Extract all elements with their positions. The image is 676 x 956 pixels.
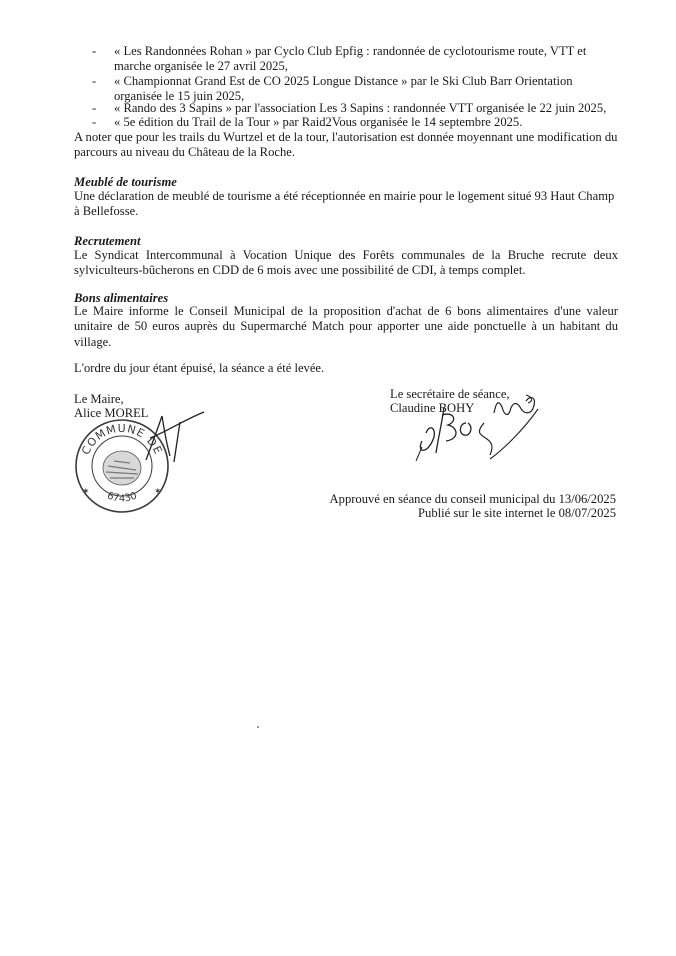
scan-speck — [257, 726, 259, 728]
event-item-championnat: « Championnat Grand Est de CO 2025 Longue Distance » par le Ski Club Barr Orientation organisée le 15 juin 2025, — [114, 74, 573, 104]
event-item-trail-tour: « 5e édition du Trail de la Tour » par Raid2Vous organisée le 14 septembre 2025. — [114, 115, 523, 129]
bullet-marker: - — [92, 101, 97, 115]
heading-meuble-tourisme: Meublé de tourisme — [74, 175, 177, 189]
event-item-3-sapins: « Rando des 3 Sapins » par l'association Les 3 Sapins : randonnée VTT organisée le 22 juin 2025, — [114, 101, 607, 115]
stamp-top-text: COMMUNE DE — [79, 421, 165, 457]
closing-statement: L'ordre du jour étant épuisé, la séance a été levée. — [74, 361, 325, 375]
heading-bons-alimentaires: Bons alimentaires — [74, 291, 169, 305]
mayor-name: Alice MOREL — [74, 406, 149, 420]
secretary-name: Claudine BOHY — [390, 401, 475, 415]
secretary-signature — [408, 393, 548, 463]
svg-text:67430 — [105, 491, 138, 505]
heading-recrutement: Recrutement — [74, 234, 141, 248]
approval-line: Approuvé en séance du conseil municipal du 13/06/2025 — [329, 492, 616, 506]
bullet-marker: - — [92, 44, 97, 58]
stamp-bottom-text: 67430 — [105, 490, 139, 505]
event-item-rohan: « Les Randonnées Rohan » par Cyclo Club Epfig : randonnée de cyclotourisme route, VTT et marche organisée le 27 avril 2025, — [114, 44, 587, 74]
trail-note: A noter que pour les trails du Wurtzel et de la tour, l'autorisation est donnée moyennant une modification du parcours au niveau du Château de la Roche. — [74, 130, 618, 160]
secretary-role: Le secrétaire de séance, — [390, 387, 510, 401]
text-bons-alimentaires: Le Maire informe le Conseil Municipal de la proposition d'achat de 6 bons alimentaires d'une valeur unitaire de 50 euros auprès du Supermarché Match pour apporter une aide ponctuelle à un habitant du village. — [74, 304, 618, 349]
mayor-signature — [140, 408, 210, 468]
bullet-marker: - — [92, 115, 97, 129]
stamp-star-icon: ✶ — [82, 487, 90, 497]
text-recrutement: Le Syndicat Intercommunal à Vocation Unique des Forêts communales de la Bruche recrute deux sylviculteurs-bûcherons en CDD de 6 mois avec une possibilité de CDI, à temps complet. — [74, 248, 618, 278]
publication-line: Publié sur le site internet le 08/07/2025 — [418, 506, 616, 520]
bullet-marker: - — [92, 74, 97, 88]
mayor-role: Le Maire, — [74, 392, 124, 406]
text-meuble-tourisme: Une déclaration de meublé de tourisme a été réceptionnée en mairie pour le logement situé 93 Haut Champ à Bellefosse. — [74, 189, 615, 219]
stamp-star-icon: ✶ — [154, 487, 162, 497]
